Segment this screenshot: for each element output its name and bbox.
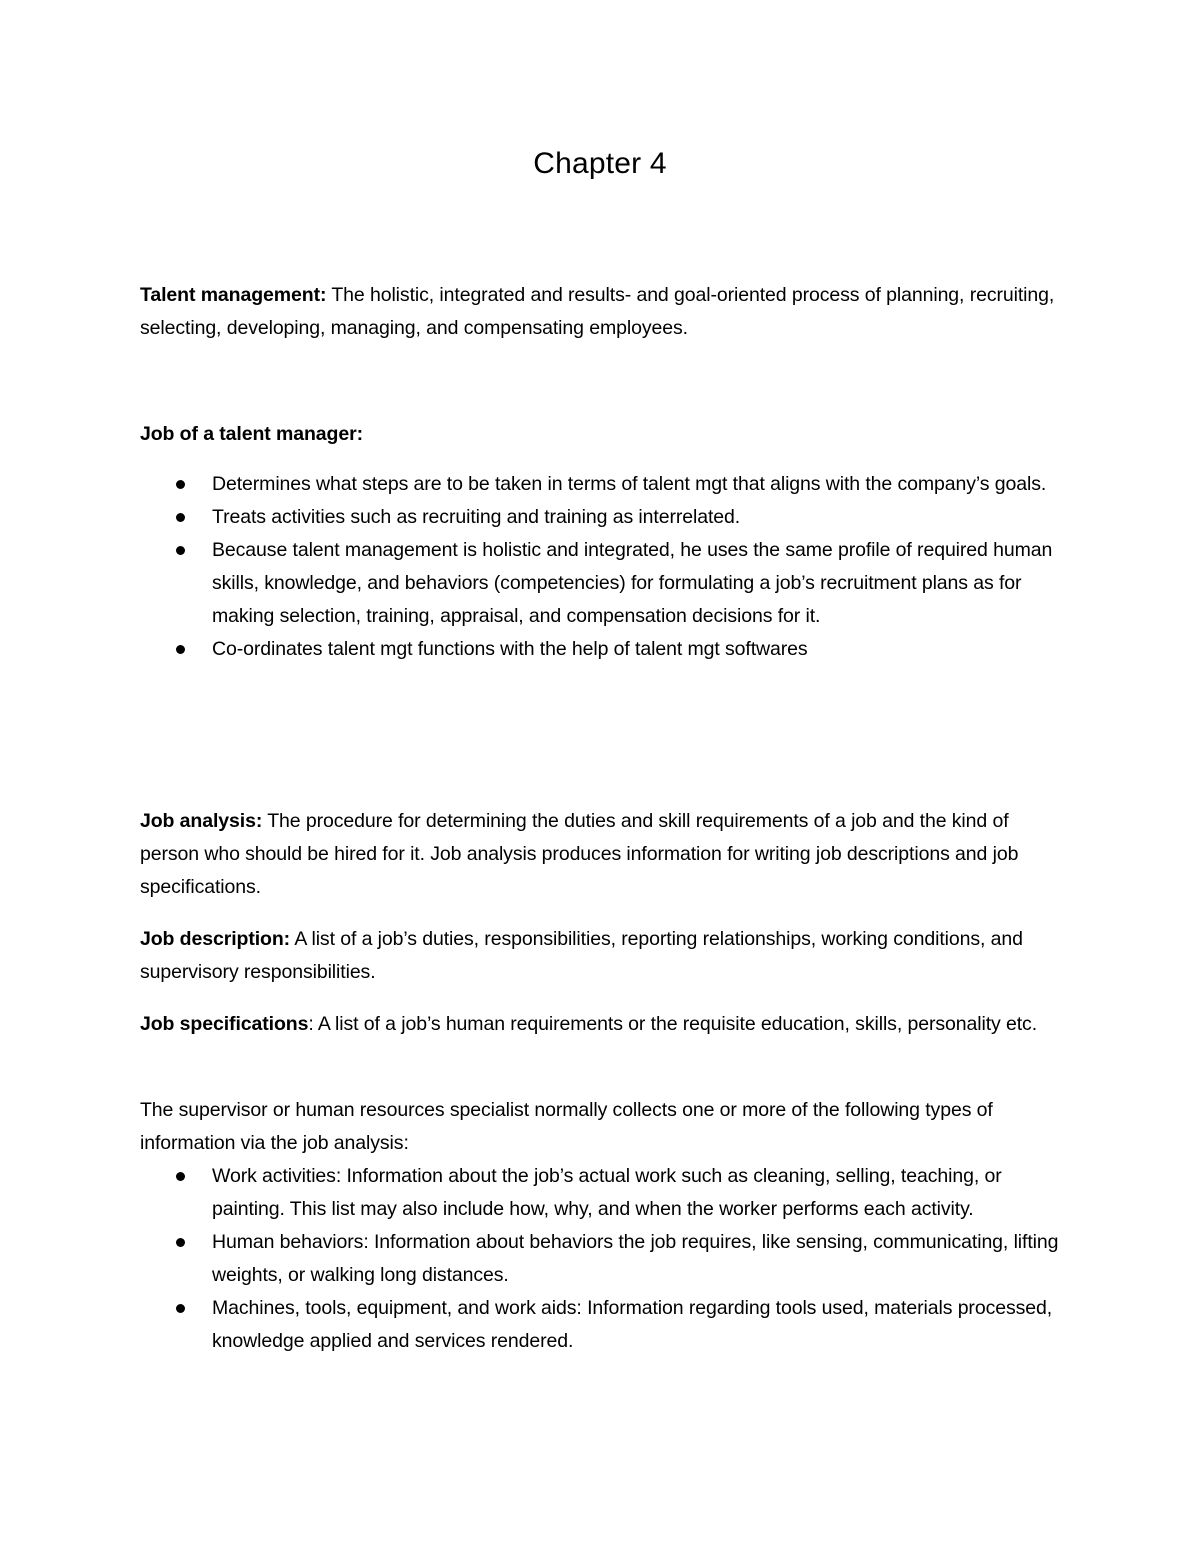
bullet-icon — [176, 480, 185, 489]
term-job-analysis: Job analysis: — [140, 810, 263, 832]
definition-job-description: A list of a job’s duties, responsibilities, reporting relationships, working conditions, and supervisory responsibilities. — [140, 928, 1023, 983]
bullet-icon — [176, 1304, 185, 1313]
bullet-icon — [176, 1172, 185, 1181]
definition-talent-management: The holistic, integrated and results- and goal-oriented process of planning, recruiting, selecting, developing, managing, and compensating employees. — [140, 284, 1055, 339]
list-item: Human behaviors: Information about behaviors the job requires, like sensing, communicating, lifting weights, or walking long distances. — [140, 1226, 1065, 1292]
list-item: Because talent management is holistic and integrated, he uses the same profile of required human skills, knowledge, and behaviors (competencies) for formulating a job’s recruitment plans as for making selection, training, appraisal, and compensation decisions for it. — [140, 534, 1065, 633]
talent-manager-section — [140, 418, 1065, 666]
information-types-section — [140, 1094, 1065, 1358]
bullet-icon — [176, 546, 185, 555]
job-specifications-definition — [140, 1008, 1065, 1041]
term-job-description: Job description: — [140, 928, 291, 950]
term-talent-management: Talent management: — [140, 284, 327, 306]
bullet-icon — [176, 645, 185, 654]
definition-job-analysis: The procedure for determining the duties and skill requirements of a job and the kind of person who should be hired for it. Job analysis produces information for writing job descriptions and job specifications. — [140, 810, 1019, 898]
list-item: Co-ordinates talent mgt functions with the help of talent mgt softwares — [140, 633, 1065, 666]
term-job-specifications: Job specifications — [140, 1013, 309, 1035]
job-description-definition — [140, 923, 1065, 989]
bullet-icon — [176, 1238, 185, 1247]
list-item: Machines, tools, equipment, and work aids: Information regarding tools used, materials processed, knowledge applied and services rendered. — [140, 1292, 1065, 1358]
information-types-intro: The supervisor or human resources specialist normally collects one or more of the following types of information via the job analysis: — [140, 1099, 993, 1154]
talent-manager-list — [140, 468, 1065, 666]
definition-job-specifications: : A list of a job’s human requirements or the requisite education, skills, personality etc. — [308, 1013, 1038, 1035]
heading-job-of-talent-manager: Job of a talent manager: — [140, 423, 363, 445]
page-title: Chapter 4 — [533, 147, 667, 180]
list-item: Work activities: Information about the job’s actual work such as cleaning, selling, teaching, or painting. This list may also include how, why, and when the worker performs each activity. — [140, 1160, 1065, 1226]
list-item: Treats activities such as recruiting and training as interrelated. — [140, 501, 1065, 534]
talent-management-definition — [140, 279, 1065, 345]
job-analysis-definition — [140, 805, 1065, 904]
bullet-icon — [176, 513, 185, 522]
information-types-list — [140, 1160, 1065, 1358]
list-item: Determines what steps are to be taken in terms of talent mgt that aligns with the company’s goals. — [140, 468, 1065, 501]
